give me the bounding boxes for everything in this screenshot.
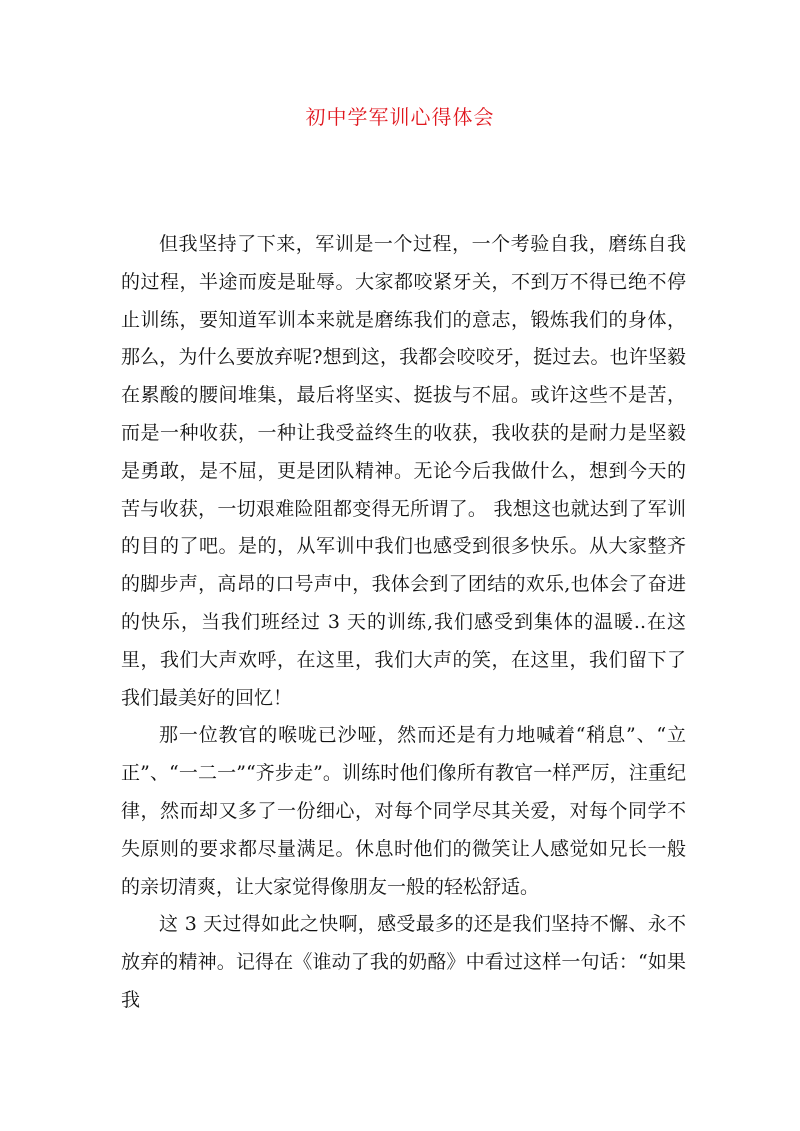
- paragraph-1: 但我坚持了下来，军训是一个过程，一个考验自我，磨练自我的过程，半途而废是耻辱。大家都咬紧牙关，不到万不得已绝不停止训练，要知道军训本来就是磨练我们的意志，锻炼我们的身体，那么，为什么要放弃呢?想到这，我都会咬咬牙，挺过去。也许坚毅在累酸的腰间堆集，最后将坚实、挺拔与不屈。或许这些不是苦，而是一种收获，一种让我受益终生的收获，我收获的是耐力是坚毅是勇敢，是不屈，更是团队精神。无论今后我做什么，想到今天的苦与收获，一切艰难险阻都变得无所谓了。 我想这也就达到了军训的目的了吧。是的，从军训中我们也感受到很多快乐。从大家整齐的脚步声，高昂的口号声中，我体会到了团结的欢乐,也体会了奋进的快乐，当我们班经过 3 天的训练,我们感受到集体的温暖..在这里，我们大声欢呼，在这里，我们大声的笑，在这里，我们留下了我们最美好的回忆！: [121, 233, 686, 709]
- paragraph-2: 那一位教官的喉咙已沙哑，然而还是有力地喊着“稍息”、“立正”、“一二一”“齐步走”。训练时他们像所有教官一样严厉，注重纪律，然而却又多了一份细心，对每个同学尽其关爱，对每个同学不失原则的要求都尽量满足。休息时他们的微笑让人感觉如兄长一般的亲切清爽，让大家觉得像朋友一般的轻松舒适。: [121, 724, 686, 898]
- document-body: [121, 226, 686, 1020]
- document-title: 初中学军训心得体会: [305, 105, 495, 129]
- paragraph-3: 这 3 天过得如此之快啊，感受最多的还是我们坚持不懈、永不放弃的精神。记得在《谁动了我的奶酪》中看过这样一句话：“如果我: [121, 913, 686, 1011]
